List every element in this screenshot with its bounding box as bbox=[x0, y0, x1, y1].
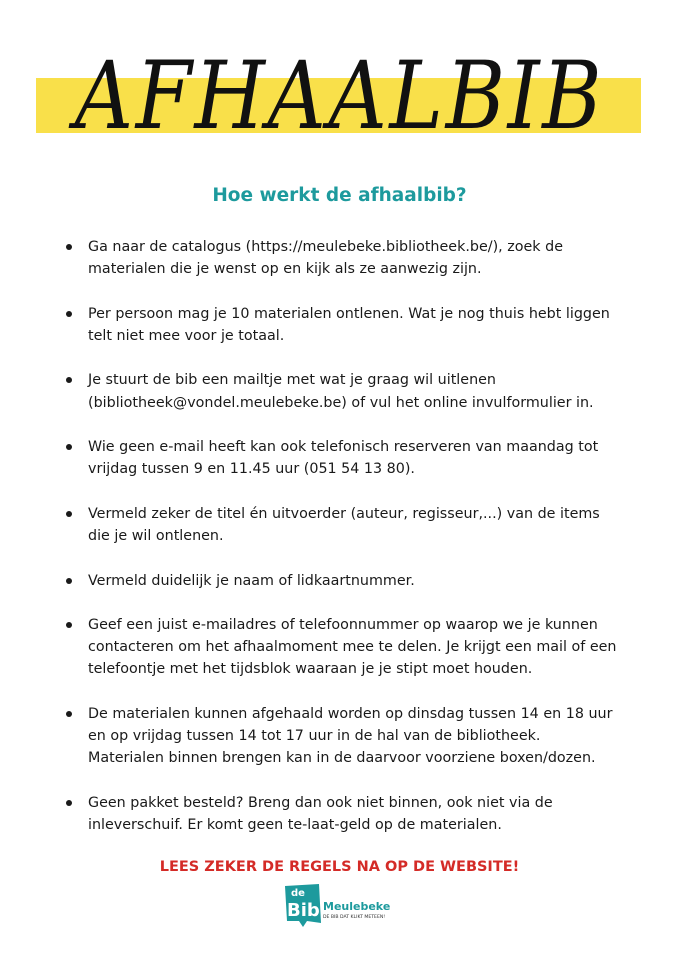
list-item bbox=[60, 303, 620, 347]
website-warning: LEES ZEKER DE REGELS NA OP DE WEBSITE! bbox=[159, 859, 520, 875]
rule-text: Per persoon mag je 10 materialen ontlenen. Wat je nog thuis hebt liggen telt niet mee voor je totaal. bbox=[88, 305, 610, 344]
list-item bbox=[60, 436, 620, 480]
list-item bbox=[60, 369, 620, 413]
bullet-icon bbox=[66, 311, 72, 317]
list-item bbox=[60, 236, 620, 280]
library-logo-icon bbox=[283, 883, 403, 928]
rule-text: Geef een juist e-mailadres of telefoonnummer op waarop we je kunnen contacteren om het afhaalmoment mee te delen. Je krijgt een mail of een telefoontje met het tijdsblok waaraan je je stipt moet houden. bbox=[88, 617, 617, 678]
library-logo bbox=[283, 883, 403, 928]
bullet-icon bbox=[66, 711, 72, 717]
list-item bbox=[60, 792, 620, 836]
title-banner bbox=[0, 0, 679, 175]
rule-text: Vermeld zeker de titel én uitvoerder (auteur, regisseur,...) van de items die je wil ontlenen. bbox=[88, 505, 600, 545]
page-title: AFHAALBIB bbox=[74, 42, 605, 151]
bullet-icon bbox=[66, 578, 72, 584]
bullet-icon bbox=[66, 377, 72, 383]
logo-de-text: de bbox=[291, 888, 305, 899]
rule-text: Geen pakket besteld? Breng dan ook niet binnen, ook niet via de inleverschuif. Er komt geen te-laat-geld op de materialen. bbox=[88, 794, 553, 834]
rule-text: Vermeld duidelijk je naam of lidkaartnummer. bbox=[88, 572, 415, 589]
logo-tagline-text: DE BIB DAT KLIKT METEEN! bbox=[323, 915, 386, 920]
logo-town-text: Meulebeke bbox=[323, 900, 391, 913]
list-item bbox=[60, 703, 620, 770]
list-item bbox=[60, 570, 620, 592]
bullet-icon bbox=[66, 244, 72, 250]
bullet-icon bbox=[66, 622, 72, 628]
list-item bbox=[60, 503, 620, 547]
list-item bbox=[60, 614, 620, 681]
rule-text: Je stuurt de bib een mailtje met wat je graag wil uitlenen (bibliotheek@vondel.meulebeke.be) of vul het online invulformulier in. bbox=[88, 372, 594, 411]
rule-text: De materialen kunnen afgehaald worden op dinsdag tussen 14 en 18 uur en op vrijdag tussen 14 tot 17 uur in de hal van de bibliotheek. Materialen binnen brengen kan in de daarvoor voorziene boxen/dozen. bbox=[88, 705, 613, 767]
bullet-icon bbox=[66, 511, 72, 517]
bullet-icon bbox=[66, 444, 72, 450]
rule-text: Ga naar de catalogus (https://meulebeke.bibliotheek.be/), zoek de materialen die je wenst op en kijk als ze aanwezig zijn. bbox=[88, 239, 563, 278]
rules-list bbox=[60, 236, 620, 859]
section-heading: Hoe werkt de afhaalbib? bbox=[212, 185, 467, 206]
logo-bib-text: Bib bbox=[287, 900, 320, 921]
bullet-icon bbox=[66, 800, 72, 806]
rule-text: Wie geen e-mail heeft kan ook telefonisch reserveren van maandag tot vrijdag tussen 9 en 11.45 uur (051 54 13 80). bbox=[88, 439, 599, 478]
